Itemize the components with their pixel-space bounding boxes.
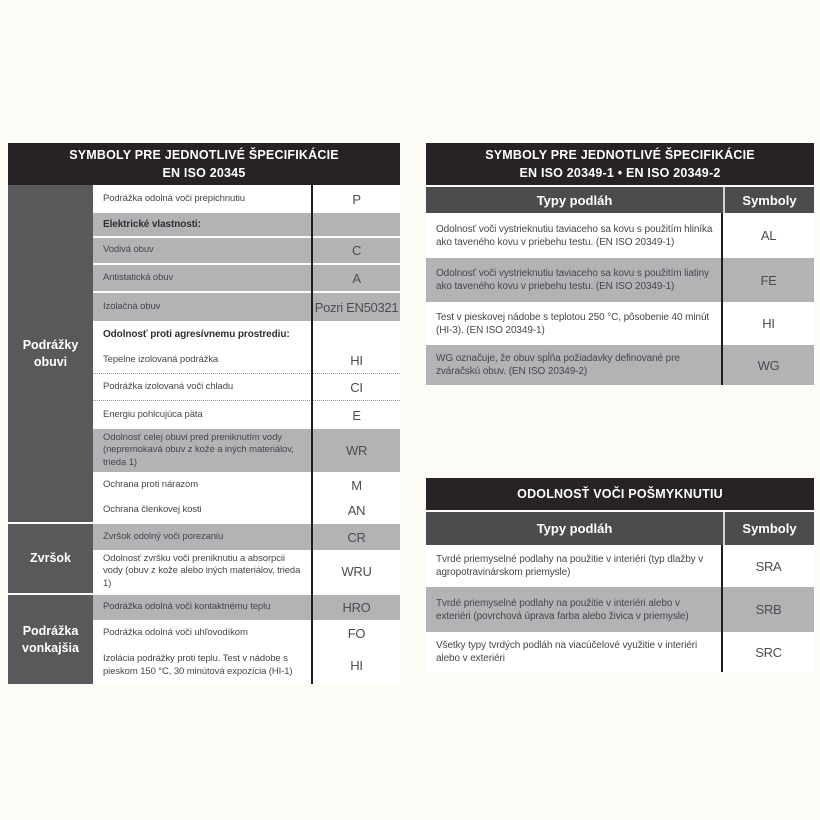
column-header-floor-types: Typy podláh	[536, 521, 613, 536]
row-label: Ochrana členkovej kosti	[103, 504, 202, 516]
table-row	[93, 595, 400, 620]
row-label: Podrážka odolná voči uhľovodíkom	[103, 627, 248, 639]
row-symbol: WRU	[341, 564, 372, 580]
row-label: Odolnosť voči vystrieknutiu taviaceho sa kovu s použitím hliníka ako taveného kovu v priebehu testu. (EN ISO 20349-1)	[436, 223, 713, 248]
row-label: Podrážka odolná voči kontaktnému teplu	[103, 601, 271, 613]
row-label: Tvrdé priemyselné podlahy na použitie v interiéri (typ dlažby v agropotravinárskom priemysle)	[436, 554, 704, 578]
column-header-row	[426, 510, 814, 545]
table-row	[93, 347, 400, 374]
row-label: Odolnosť proti agresívnemu prostrediu:	[103, 328, 290, 340]
table-section	[8, 522, 400, 593]
table-row	[93, 499, 400, 522]
table-title-line1: SYMBOLY PRE JEDNOTLIVÉ ŠPECIFIKÁCIE	[485, 147, 755, 162]
category-cell: Podrážka vonkajšia	[8, 595, 93, 684]
table-row	[426, 632, 814, 672]
column-header-row	[426, 185, 814, 213]
table-row	[93, 429, 400, 472]
table-body	[8, 185, 400, 684]
table-body	[426, 213, 814, 385]
table-section	[8, 185, 400, 522]
table-row	[93, 524, 400, 550]
row-symbol: SRB	[755, 602, 782, 617]
row-symbol: HRO	[342, 600, 371, 616]
row-symbol: HI	[762, 316, 775, 331]
table-row	[93, 321, 400, 347]
row-label: Podrážka odolná voči prepichnutiu	[103, 192, 245, 204]
category-cell: Podrážky obuvi	[8, 185, 93, 522]
table-slip-resistance	[426, 478, 814, 672]
section-rows	[93, 185, 400, 522]
table-body	[426, 545, 814, 672]
row-symbol: AN	[347, 503, 366, 519]
row-label: Odolnosť voči vystrieknutiu taviaceho sa kovu s použitím liatiny ako taveného kovu v priebehu testu. (EN ISO 20349-1)	[436, 268, 710, 292]
row-symbol: E	[352, 407, 361, 423]
section-rows	[93, 595, 400, 684]
row-label: Všetky typy tvrdých podláh na viacúčelové využitie v interiéri alebo v exteriéri	[436, 640, 698, 664]
table-row	[93, 213, 400, 238]
table-row	[93, 647, 400, 684]
row-symbol: A	[352, 270, 361, 286]
table-title-line2: EN ISO 20349-1 • EN ISO 20349-2	[519, 166, 721, 180]
row-label: Ochrana proti nárazom	[103, 479, 199, 491]
table-row	[93, 472, 400, 499]
table-title-en-iso-20345	[8, 143, 400, 185]
row-symbol: CR	[347, 529, 366, 545]
row-label: Tepelne izolovaná podrážka	[103, 353, 219, 365]
table-en-iso-20345	[8, 143, 400, 684]
right-column	[426, 143, 814, 672]
row-symbol: C	[351, 243, 362, 258]
column-header-symbols: Symboly	[723, 512, 814, 545]
row-label: Izolačná obuv	[103, 300, 161, 312]
table-title-line1: SYMBOLY PRE JEDNOTLIVÉ ŠPECIFIKÁCIE	[69, 147, 339, 162]
section-rows	[93, 524, 400, 593]
table-row	[426, 213, 814, 258]
row-symbol: FE	[760, 272, 777, 288]
row-symbol: Pozri EN50321	[314, 299, 399, 315]
table-row	[93, 265, 400, 293]
row-symbol: HI	[350, 352, 363, 368]
row-label: Energiu pohlcujúca päta	[103, 408, 203, 420]
column-header-floor-types: Typy podláh	[536, 192, 613, 208]
table-title-line2: EN ISO 20345	[162, 166, 246, 180]
table-row	[93, 238, 400, 265]
table-row	[426, 587, 814, 632]
table-row	[93, 550, 400, 593]
table-en-iso-20349	[426, 143, 814, 385]
table-row	[93, 185, 400, 213]
row-symbol: SRA	[755, 558, 782, 574]
table-row	[426, 258, 814, 302]
row-symbol: FO	[347, 626, 366, 642]
column-divider-line	[721, 213, 723, 385]
row-label: Zvršok odolný voči porezaniu	[103, 530, 224, 542]
row-symbol: WG	[757, 357, 780, 373]
row-label: Izolácia podrážky proti teplu. Test v nádobe s pieskom 150 °C, 30 minútová expozícia (HI-1)	[103, 653, 293, 677]
row-symbol: M	[351, 478, 362, 494]
table-section	[8, 593, 400, 684]
row-symbol: WR	[345, 443, 368, 459]
table-row	[93, 620, 400, 647]
row-label: Vodivá obuv	[103, 244, 154, 256]
row-label: Antistatická obuv	[103, 271, 174, 283]
row-symbol: SRC	[755, 644, 782, 660]
row-label: Test v pieskovej nádobe s teplotou 250 °C, pôsobenie 40 minút (HI-3). (EN ISO 20349-1)	[436, 311, 710, 336]
table-title-slip-resistance	[426, 478, 814, 510]
table-row	[426, 345, 814, 385]
row-label: Odolnosť zvršku voči preniknutiu a absorpcii vody (obuv z kože alebo iných materiálov, trieda 1)	[103, 553, 301, 589]
table-row	[93, 401, 400, 429]
column-divider-line	[311, 185, 313, 684]
table-title-en-iso-20349	[426, 143, 814, 185]
row-label: Tvrdé priemyselné podlahy na použitie v interiéri alebo v exteriéri (povrchová úprava farba alebo živica v priemysle)	[436, 597, 689, 622]
column-header-symbols: Symboly	[723, 187, 814, 213]
table-row	[426, 302, 814, 345]
row-symbol: CI	[350, 379, 363, 395]
column-divider-line	[721, 545, 723, 672]
table-row	[93, 374, 400, 401]
category-cell: Zvršok	[8, 524, 93, 593]
row-symbol: AL	[760, 228, 777, 243]
row-label: WG označuje, že obuv spĺňa požiadavky definované pre zváračskú obuv. (EN ISO 20349-2)	[436, 353, 680, 377]
table-row	[426, 545, 814, 587]
row-symbol: HI	[350, 658, 363, 674]
row-label: Odolnosť celej obuvi pred preniknutím vody (nepremokavá obuv z kože a iných materiálov, trieda 1)	[103, 432, 294, 468]
table-row	[93, 293, 400, 321]
row-label: Podrážka izolovaná voči chladu	[103, 380, 234, 392]
table-title-line1: ODOLNOSŤ VOČI POŠMYKNUTIU	[517, 486, 723, 501]
row-label: Elektrické vlastnosti:	[103, 219, 201, 230]
row-symbol: P	[352, 191, 361, 207]
